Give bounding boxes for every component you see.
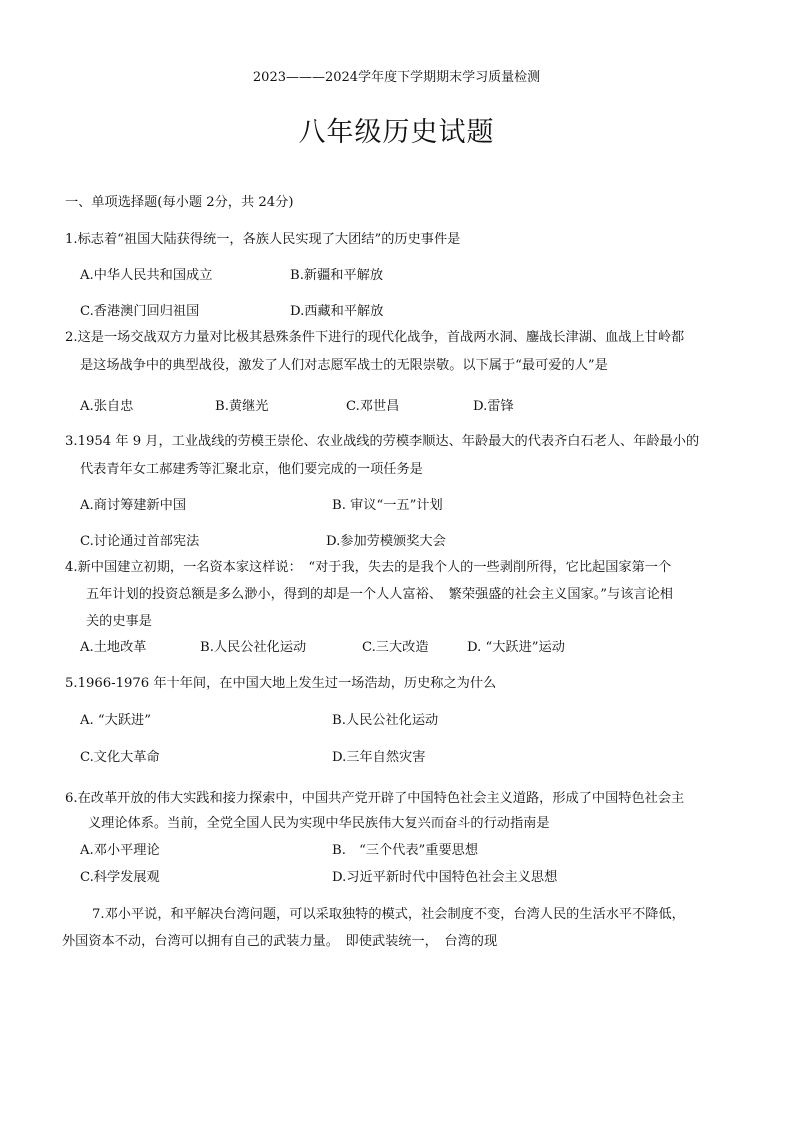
- question-5-option-c: C.文化大革命: [80, 750, 160, 765]
- question-3-option-b: B. 审议“一五”计划: [332, 498, 443, 513]
- question-5-option-b: B.人民公社化运动: [332, 713, 439, 728]
- question-1-stem: 1.标志着“祖国大陆获得统一，各族人民实现了大团结”的历史事件是: [65, 232, 461, 247]
- page-title: 八年级历史试题: [298, 117, 495, 148]
- question-2-stem: 是这场战争中的典型战役，激发了人们对志愿军战士的无限崇敬。以下属于“最可爱的人”是: [80, 358, 608, 373]
- question-6-stem: 义理论体系。当前，全党全国人民为实现中华民族伟大复兴而奋斗的行动指南是: [88, 816, 550, 831]
- question-4-option-c: C.三大改造: [362, 640, 429, 655]
- question-6-stem: 6.在改革开放的伟大实践和接力探索中，中国共产党开辟了中国特色社会主义道路，形成了中国特色社会主: [65, 791, 685, 806]
- question-2-option-a: A.张自忠: [80, 399, 134, 414]
- question-3-stem: 3.1954 年 9 月，工业战线的劳模王崇伦、农业战线的劳模李顺达、年龄最大的代表齐白石老人、年龄最小的: [65, 434, 700, 449]
- question-2-stem: 2.这是一场交战双方力量对比极其悬殊条件下进行的现代化战争，首战两水洞、鏖战长津湖、血战上甘岭都: [65, 330, 685, 345]
- question-4-option-d: D. “大跃进”运动: [467, 640, 565, 655]
- question-2-option-c: C.邓世昌: [346, 399, 400, 414]
- question-1-option-c: C.香港澳门回归祖国: [80, 304, 200, 319]
- question-4-option-b: B.人民公社化运动: [200, 640, 307, 655]
- question-4-stem: 关的史事是: [86, 614, 152, 629]
- question-3-stem: 代表青年女工郝建秀等汇聚北京，他们要完成的一项任务是: [80, 462, 423, 477]
- question-4-stem: 4.新中国建立初期，一名资本家这样说： “对于我，失去的是我个人的一些剥削所得，它比起国家第一个: [65, 560, 672, 575]
- question-2-option-b: B.黄继光: [215, 399, 269, 414]
- question-5-option-a: A. “大跃进”: [80, 713, 151, 728]
- question-4-stem: 五年计划的投资总额是多么渺小，得到的却是一个人人富裕、 繁荣强盛的社会主义国家。”与该言论相: [86, 587, 673, 602]
- question-7-stem: 7.邓小平说，和平解决台湾问题，可以采取独特的模式，社会制度不变，台湾人民的生活水平不降低，: [92, 907, 685, 922]
- question-6-option-b: B. “三个代表”重要思想: [332, 843, 479, 858]
- question-4-option-a: A.土地改革: [80, 640, 147, 655]
- exam-header: 2023———2024学年度下学期期末学习质量检测: [252, 70, 541, 85]
- section-title: 一、单项选择题(每小题 2分，共 24分): [65, 195, 294, 210]
- question-1-option-d: D.西藏和平解放: [290, 304, 384, 319]
- question-2-option-d: D.雷锋: [473, 399, 514, 414]
- question-3-option-d: D.参加劳模颁奖大会: [326, 534, 446, 549]
- question-3-option-a: A.商讨筹建新中国: [80, 498, 187, 513]
- question-6-option-a: A.邓小平理论: [80, 843, 160, 858]
- question-1-option-b: B.新疆和平解放: [290, 268, 384, 283]
- question-5-option-d: D.三年自然灾害: [332, 750, 426, 765]
- question-1-option-a: A.中华人民共和国成立: [80, 268, 213, 283]
- question-3-option-c: C.讨论通过首部宪法: [80, 534, 200, 549]
- question-6-option-c: C.科学发展观: [80, 870, 160, 885]
- question-7-stem: 外国资本不动，台湾可以拥有自己的武装力量。 即使武装统一， 台湾的现: [62, 934, 498, 949]
- question-5-stem: 5.1966-1976 年十年间，在中国大地上发生过一场浩劫，历史称之为什么: [65, 676, 497, 691]
- question-6-option-d: D.习近平新时代中国特色社会主义思想: [332, 870, 558, 885]
